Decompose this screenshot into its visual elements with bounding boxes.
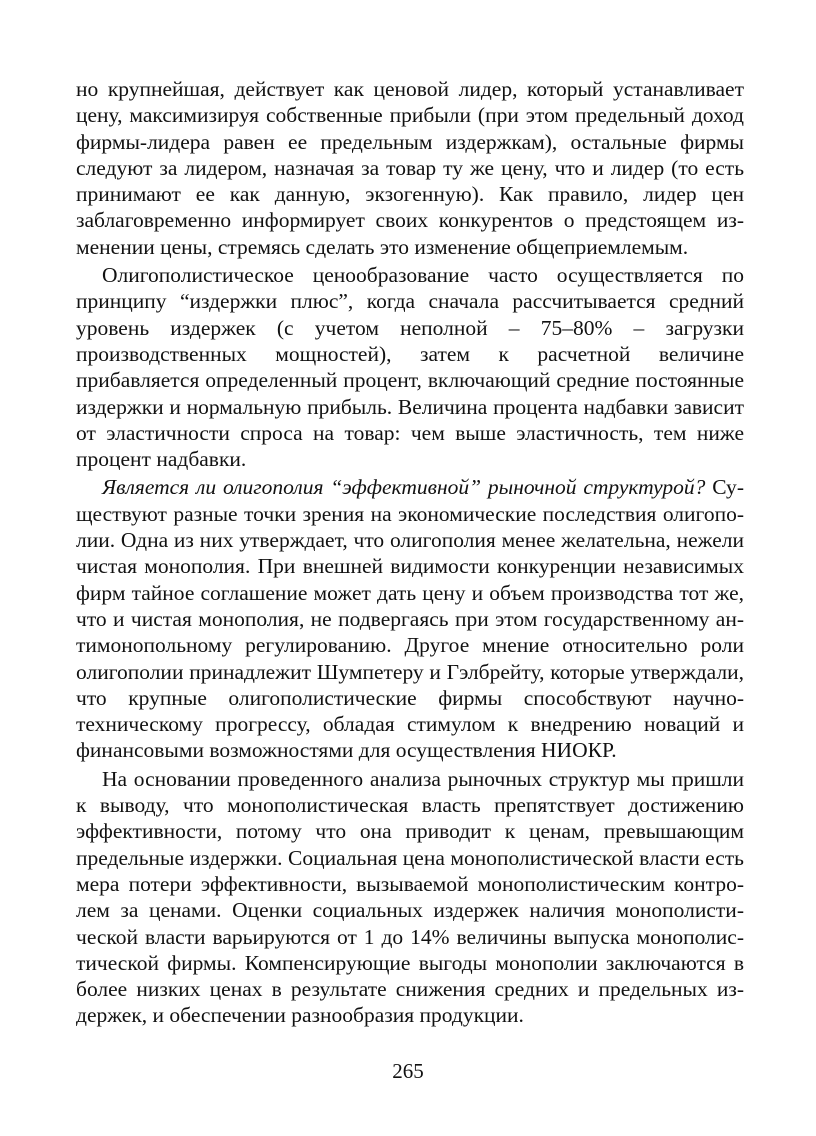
page-body: [76, 76, 744, 1029]
paragraph-1-text: но крупнейшая, действует как ценовой лидер, который устанавливает цену, максимизируя собственные прибыли (при этом предельный доход фирмы-лидера равен ее предельным издержкам), остальные фирмы следуют за лидером, назначая за товар ту же цену, что и лидер (то есть принимают ее как данную, экзогенную). Как правило, лидер цен заблаговременно информирует своих конкурентов о предстоящем изменении цены, стремясь сделать это изменение общеприемлемым.: [76, 77, 744, 259]
paragraph-1: [76, 76, 744, 260]
paragraph-2: [76, 262, 744, 472]
paragraph-3: [76, 474, 744, 763]
paragraph-2-text: Олигополистическое ценообразование часто осуществляется по принципу “издержки плюс”, когда сначала рассчитывается средний уровень издержек (с учетом неполной – 75–80% – загрузки производственных мощностей), затем к расчетной величине прибавляется определенный процент, включающий средние постоянные издержки и нормальную прибыль. Величина процента надбавки зависит от эластичности спроса на товар: чем выше эластичность, тем ниже процент надбавки.: [76, 263, 744, 472]
page-number: 265: [392, 1059, 424, 1083]
paragraph-3-text: Существуют разные точки зрения на экономические последствия олигополии. Одна из них утверждает, что олигополия менее желательна, нежели чистая монополия. При внешней видимости конкуренции независимых фирм тайное соглашение может дать цену и объем производства тот же, что и чистая монополия, не подвергаясь при этом государственному антимонопольному регулированию. Другое мнение относительно роли олигополии принадлежит Шумпетеру и Гэлбрейту, которые утверждали, что крупные олигополистические фирмы способствуют научно-техническому прогрессу, обладая стимулом к внедрению новаций и финансовыми возможностями для осуществления НИОКР.: [76, 475, 744, 763]
paragraph-4-text: На основании проведенного анализа рыночных структур мы пришли к выводу, что монополистическая власть препятствует достижению эффективности, потому что она приводит к ценам, превышающим предельные издержки. Социальная цена монополистической власти есть мера потери эффективности, вызываемой монополистическим контролем за ценами. Оценки социальных издержек наличия монополистической власти варьируются от 1 до 14% величины выпуска монополистической фирмы. Компенсирующие выгоды монополии заключаются в более низких ценах в результате снижения средних и предельных издержек, и обеспечении разнообразия продукции.: [76, 766, 744, 1028]
paragraph-4: [76, 766, 744, 1029]
paragraph-3-italic-question: Является ли олигополия “эффективной” рыночной структурой?: [102, 475, 706, 500]
